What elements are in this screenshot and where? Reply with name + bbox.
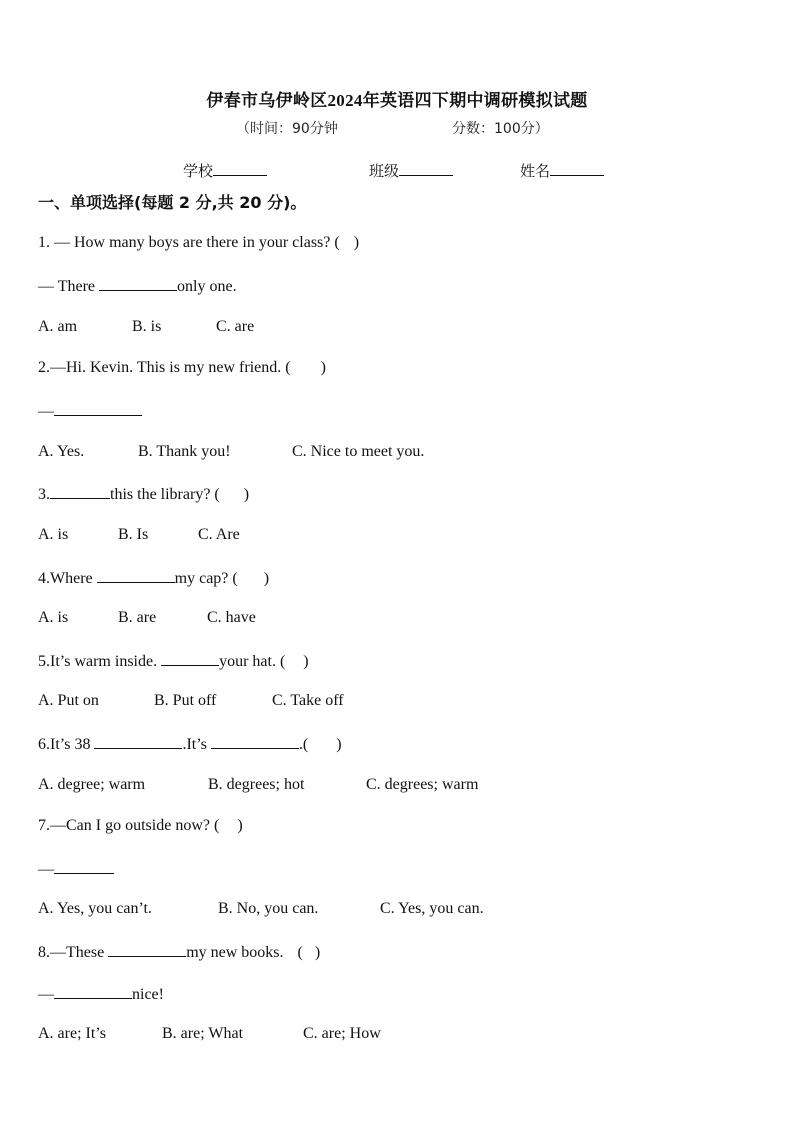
- answer-blank: [50, 483, 110, 499]
- option-b: B. Thank you!: [138, 443, 231, 460]
- question-4-options: [38, 608, 256, 628]
- question-8-line2-tail: nice!: [132, 986, 164, 1003]
- school-blank: [213, 161, 267, 176]
- question-3-paren: ): [243, 486, 250, 503]
- option-a: A. is: [38, 609, 69, 626]
- question-5-options: [38, 691, 344, 711]
- question-7-paren: ): [237, 817, 243, 834]
- option-a: A. degree; warm: [38, 776, 146, 793]
- question-3-options: [38, 525, 240, 545]
- question-1-line2: [38, 275, 237, 297]
- option-a: A. are; It’s: [38, 1025, 106, 1042]
- option-b: B. No, you can.: [218, 900, 319, 917]
- question-8-tail: my new books.: [186, 944, 284, 961]
- answer-blank: [161, 650, 219, 666]
- question-2-paren: ): [320, 359, 326, 376]
- option-c: C. Yes, you can.: [380, 900, 484, 917]
- option-b: B. degrees; hot: [208, 776, 305, 793]
- answer-blank-2: [211, 733, 299, 749]
- option-c: C. Nice to meet you.: [292, 443, 425, 460]
- class-label: 班级: [369, 162, 400, 180]
- question-1-prompt: — There: [38, 278, 96, 295]
- question-4-paren: ): [263, 570, 270, 587]
- question-6-paren-close: ): [336, 736, 342, 753]
- question-5-text: 5.It’s warm inside.: [38, 653, 158, 670]
- question-1-tail: only one.: [177, 278, 237, 295]
- question-2: [38, 358, 326, 378]
- name-field: [520, 160, 604, 181]
- school-label: 学校: [183, 162, 214, 180]
- question-1-paren: ): [353, 234, 360, 251]
- answer-blank: [54, 400, 142, 416]
- question-3-text: this the library? (: [110, 486, 220, 503]
- option-c: C. are: [216, 318, 255, 335]
- question-1-text: 1. — How many boys are there in your class? (: [38, 234, 340, 251]
- answer-blank: [54, 983, 132, 999]
- option-c: C. degrees; warm: [366, 776, 479, 793]
- question-2-prompt: —: [38, 403, 54, 420]
- question-8-text: 8.—These: [38, 944, 105, 961]
- question-7-line2: [38, 858, 114, 880]
- question-3: [38, 483, 249, 505]
- question-6-paren-open: .(: [298, 736, 309, 753]
- question-5: [38, 650, 309, 672]
- question-8-line2: [38, 983, 164, 1005]
- question-8-paren-open: (: [297, 944, 303, 961]
- question-5-paren: ): [303, 653, 309, 670]
- question-2-line2: [38, 400, 142, 422]
- name-label: 姓名: [520, 162, 551, 180]
- question-8-options: [38, 1024, 381, 1044]
- question-6: [38, 733, 342, 755]
- exam-score: 分数：100分）: [452, 121, 549, 137]
- option-a: A. Yes, you can’t.: [38, 900, 152, 917]
- option-b: B. Put off: [154, 692, 217, 709]
- option-c: C. Are: [198, 526, 240, 543]
- answer-blank: [94, 733, 182, 749]
- question-6-options: [38, 775, 478, 795]
- exam-time: （时间：90分钟: [236, 121, 338, 137]
- option-a: A. Yes.: [38, 443, 85, 460]
- name-blank: [550, 161, 604, 176]
- question-8-prompt: —: [38, 986, 54, 1003]
- question-7-prompt: —: [38, 861, 54, 878]
- question-4-text: 4.Where: [38, 570, 93, 587]
- question-4: [38, 567, 269, 589]
- exam-meta: [236, 118, 549, 138]
- question-6-text: 6.It’s 38: [38, 736, 91, 753]
- option-b: B. is: [132, 318, 162, 335]
- question-7-text: 7.—Can I go outside now? (: [38, 817, 220, 834]
- question-8-paren-close: ): [314, 944, 321, 961]
- answer-blank: [54, 858, 114, 874]
- option-a: A. Put on: [38, 692, 99, 709]
- question-2-options: [38, 442, 424, 462]
- option-a: A. is: [38, 526, 69, 543]
- option-a: A. am: [38, 318, 78, 335]
- answer-blank: [97, 567, 175, 583]
- question-4-tail: my cap? (: [174, 570, 238, 587]
- question-8: [38, 941, 320, 963]
- option-c: C. have: [207, 609, 256, 626]
- option-c: C. are; How: [303, 1025, 381, 1042]
- question-1-options: [38, 317, 254, 337]
- exam-title: 伊春市乌伊岭区2024年英语四下期中调研模拟试题: [206, 91, 588, 110]
- question-7-options: [38, 899, 484, 919]
- question-6-middle: .It’s: [182, 736, 207, 753]
- question-1: [38, 233, 359, 253]
- option-c: C. Take off: [272, 692, 344, 709]
- answer-blank: [99, 275, 177, 291]
- option-b: B. Is: [118, 526, 149, 543]
- option-b: B. are; What: [162, 1025, 244, 1042]
- option-b: B. are: [118, 609, 157, 626]
- section-heading: 一、单项选择(每题 2 分,共 20 分)。: [38, 193, 307, 212]
- class-blank: [399, 161, 453, 176]
- answer-blank: [108, 941, 186, 957]
- class-field: [369, 160, 453, 181]
- question-7: [38, 816, 243, 836]
- question-3-number: 3.: [38, 486, 50, 503]
- school-field: [183, 160, 267, 181]
- question-5-tail: your hat. (: [219, 653, 286, 670]
- question-2-text: 2.—Hi. Kevin. This is my new friend. (: [38, 359, 291, 376]
